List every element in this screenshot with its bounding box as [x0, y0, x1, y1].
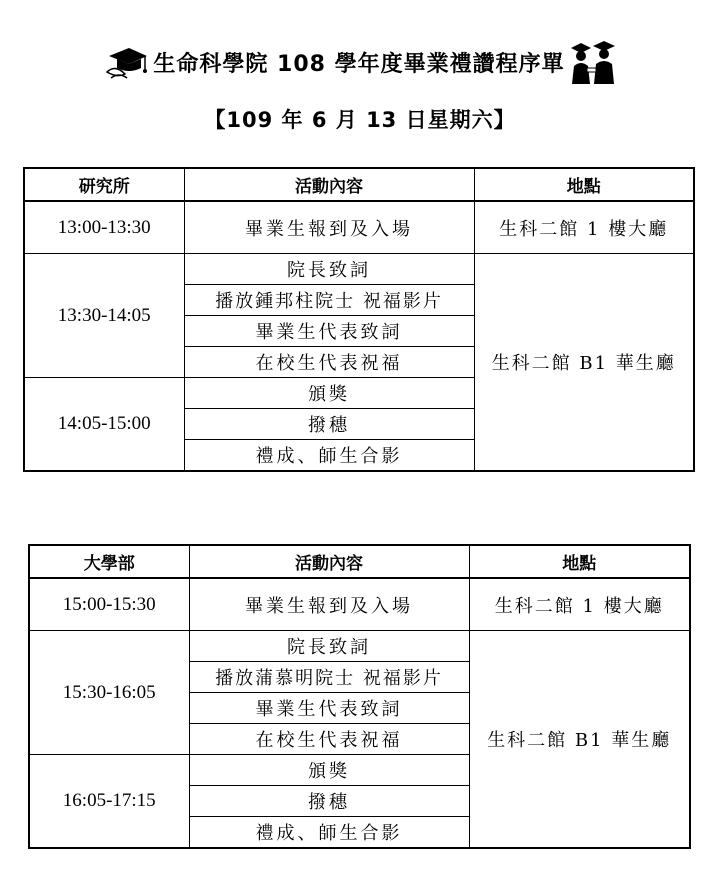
graduation-cap-icon: [105, 42, 149, 82]
activity-cell: 頒獎: [189, 755, 469, 786]
location-cell-merged: 生科二館 B1 華生廳: [469, 631, 690, 849]
column-header-activity: 活動內容: [184, 168, 474, 201]
schedule-table-undergraduate: [28, 544, 691, 849]
activity-cell: 撥穗: [189, 786, 469, 817]
activity-cell: 播放蒲慕明院士 祝福影片: [189, 662, 469, 693]
table-row: [29, 631, 690, 662]
activity-cell: 在校生代表祝福: [189, 724, 469, 755]
column-header-group: 大學部: [29, 545, 189, 578]
table-row: [24, 254, 694, 285]
time-cell: 16:05-17:15: [29, 755, 189, 849]
activity-cell: 院長致詞: [184, 254, 474, 285]
schedule-table-graduate: [23, 167, 695, 472]
time-cell: 14:05-15:00: [24, 378, 184, 472]
column-header-group: 研究所: [24, 168, 184, 201]
activity-cell: 院長致詞: [189, 631, 469, 662]
activity-cell: 畢業生報到及入場: [184, 201, 474, 254]
table-header-row: [29, 545, 690, 578]
activity-cell: 畢業生代表致詞: [184, 316, 474, 347]
activity-cell: 播放鍾邦柱院士 祝福影片: [184, 285, 474, 316]
time-cell: 15:30-16:05: [29, 631, 189, 755]
time-cell: 15:00-15:30: [29, 578, 189, 631]
page-title: 生命科學院 108 學年度畢業禮讚程序單: [153, 51, 565, 77]
activity-cell: 禮成、師生合影: [189, 817, 469, 849]
table-row: [29, 578, 690, 631]
activity-cell: 畢業生代表致詞: [189, 693, 469, 724]
table-header-row: [24, 168, 694, 201]
location-cell: 生科二館 1 樓大廳: [469, 578, 690, 631]
location-cell-merged: 生科二館 B1 華生廳: [474, 254, 694, 472]
column-header-activity: 活動內容: [189, 545, 469, 578]
column-header-location: 地點: [469, 545, 690, 578]
activity-cell: 頒獎: [184, 378, 474, 409]
graduates-icon: [569, 40, 615, 84]
activity-cell: 撥穗: [184, 409, 474, 440]
title-row: [0, 34, 720, 90]
table-row: [24, 201, 694, 254]
time-cell: 13:00-13:30: [24, 201, 184, 254]
event-date: 【109 年 6 月 13 日星期六】: [204, 108, 516, 132]
activity-cell: 禮成、師生合影: [184, 440, 474, 472]
time-cell: 13:30-14:05: [24, 254, 184, 378]
activity-cell: 畢業生報到及入場: [189, 578, 469, 631]
column-header-location: 地點: [474, 168, 694, 201]
location-cell: 生科二館 1 樓大廳: [474, 201, 694, 254]
activity-cell: 在校生代表祝福: [184, 347, 474, 378]
